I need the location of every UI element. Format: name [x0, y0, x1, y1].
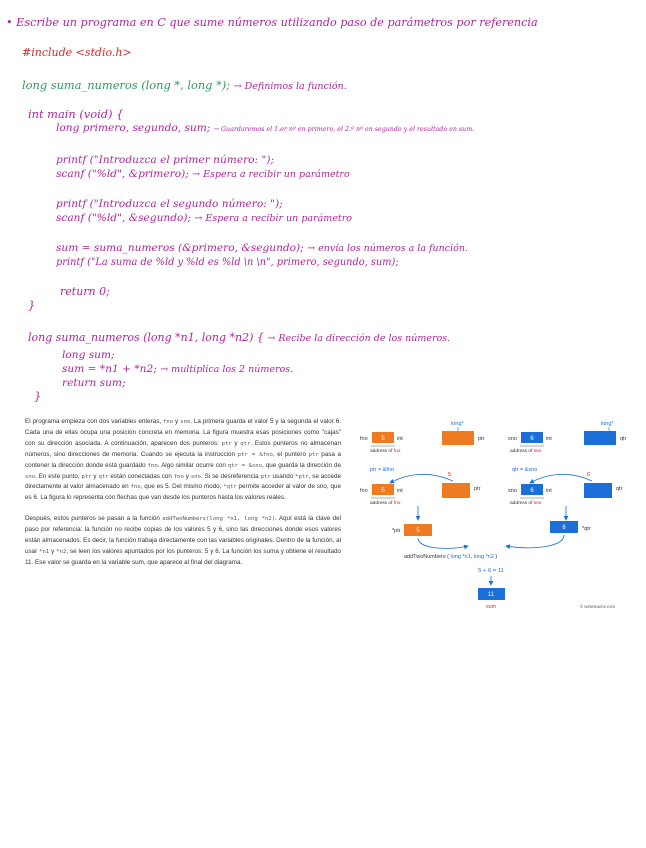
result-value: 11: [487, 592, 495, 598]
function-call-arg2: long *n2: [473, 554, 494, 560]
sum-equation: 5 + 6 = 11: [478, 568, 504, 574]
sno-address-prefix: address of: [510, 449, 534, 454]
function-sum-code: sum = *n1 + *n2;: [62, 363, 157, 375]
qtr-to-sno-arrow: [530, 474, 592, 483]
inline-code: *qtr: [223, 484, 237, 491]
int-right-label: int: [546, 436, 552, 442]
inline-code: sno: [180, 419, 191, 425]
scanf-second-comment: → Espera a recibir un parámetro: [194, 213, 352, 224]
deref-qtr-value: 6: [562, 525, 566, 531]
text-run: . En este punto,: [35, 472, 82, 480]
ptr-box-top: [442, 431, 474, 445]
sno-address-prefix-2: address of: [510, 501, 534, 506]
scanf-first-line: [56, 168, 350, 180]
inline-code: qtr = &sno: [227, 462, 263, 469]
credit-label: © w3resource.com: [580, 604, 615, 609]
inline-code: ptr: [308, 451, 319, 458]
inline-code: ptr: [81, 473, 92, 480]
result-name-label: sum: [486, 604, 496, 610]
sno-address-name: sno: [533, 449, 542, 454]
int-left-label: int: [397, 436, 403, 442]
return-zero: return 0;: [60, 285, 110, 298]
text-run: , se leen los valores apuntados por los punteros: 5 y 6. La función los suma y obtiene el resultado 11. Ese valor se guarda en la variable sum, que aparece al final del diagrama.: [25, 547, 342, 566]
inline-code: *ptr: [295, 473, 309, 480]
function-sum-comment: → multiplica los 2 números.: [160, 364, 294, 375]
function-call-sep: ,: [470, 554, 474, 560]
inline-code: sno: [25, 473, 36, 480]
sno-address-label-2: [510, 500, 542, 506]
fno-value-text: 5: [381, 436, 385, 442]
sno-name-label-2: sno: [508, 488, 517, 494]
text-run: están conectadas con: [108, 472, 174, 480]
fno-address-prefix: address of: [370, 449, 394, 454]
inline-code: *n2: [56, 548, 67, 555]
main-signature: int main (void) {: [28, 107, 124, 121]
inline-code: addTwoNumbers(long *n1, long *n2): [162, 516, 276, 523]
int-left-label-2: int: [397, 488, 403, 494]
function-call-prefix: addTwoNumbers (: [404, 554, 451, 560]
text-run: . Aquí está la clave del paso por referencia: la función no recibe copias de los valores 5 y 6, sino las direcciones donde esos valores están almacenados. Es decir, la función trabaja directamente con las variables originales. Dentro de la función, al usar: [25, 515, 341, 555]
sno-value-text: 6: [530, 436, 534, 442]
text-run: . Estos punteros no almacenan números, sino direcciones de memoria. Cuando se ejecuta la instrucción: [25, 439, 341, 458]
inline-code: fno: [147, 462, 158, 469]
text-run: , que es 5. Del mismo modo,: [140, 483, 224, 491]
function-call-arg1: long *n1: [450, 554, 471, 560]
text-run: permite acceder al valor de sno, que es 6. La figura lo representa con flechas que van desde los punteros hasta los valores reales.: [25, 483, 342, 502]
text-run: Después, estos punteros se pasan a la función: [25, 515, 163, 523]
function-call-suffix: ): [493, 554, 498, 560]
printf-result: printf ("La suma de %ld y %ld es %ld \n \n", primero, segundo, sum);: [56, 257, 399, 268]
text-run: , que guarda la dirección de: [262, 461, 341, 469]
text-run: El programa empieza con dos variables enteras,: [25, 418, 164, 425]
sno-address-name-2: sno: [533, 501, 542, 506]
declaration-code: long primero, segundo, sum;: [56, 122, 211, 134]
arrow-value-6: 6: [587, 472, 591, 478]
declaration-comment: → Guardaremos el 1.er nº en primero, el 2.º nº en segundo y el resultado en sum.: [213, 126, 475, 133]
long-ptr-right-label: long*: [601, 421, 614, 427]
text-run: . Algo similar ocurre con: [157, 461, 228, 469]
sum-call-line: [56, 242, 468, 254]
function-close-brace: }: [34, 389, 42, 403]
printf-second: printf ("Introduzca el segundo número: ");: [56, 198, 283, 210]
explanation-text: [25, 417, 341, 569]
deref-ptr-label: *ptr: [392, 528, 401, 534]
fno-address-name-2: fno: [393, 501, 401, 506]
ptr-to-function-curve: [418, 538, 468, 548]
inline-code: qtr: [98, 473, 109, 480]
qtr-to-function-curve: [506, 535, 564, 548]
text-run: y: [231, 439, 241, 447]
inline-code: ptr: [221, 440, 232, 447]
function-call-label: [404, 554, 497, 560]
text-run: , el puntero: [272, 450, 309, 458]
printf-first: printf ("Introduzca el primer número: ");: [56, 154, 275, 166]
include-line: #include <stdio.h>: [22, 46, 132, 59]
qtr-box-top: [584, 431, 616, 445]
fno-name-label: fno: [360, 436, 368, 442]
fno-name-label-2: fno: [360, 488, 368, 494]
prototype-line: [22, 78, 347, 92]
scanf-first-code: scanf ("%ld", &primero);: [56, 168, 189, 180]
inline-code: ptr = &fno: [237, 451, 273, 458]
scanf-second-code: scanf ("%ld", &segundo);: [56, 212, 192, 224]
pointer-diagram: [358, 418, 638, 618]
declaration-line: [56, 122, 474, 134]
function-signature-line: [28, 331, 450, 344]
inline-code: fno: [173, 473, 184, 480]
text-run: . La primera guarda el valor 5 y la segunda el valor 6. Cada una de ellas ocupa una posición concreta en memoria. La figura muestra esas posiciones como "cajas" con su dirección asociada. A continuación, aparecen dos punteros:: [25, 418, 341, 447]
main-close-brace: }: [28, 298, 36, 312]
inline-code: ptr: [260, 473, 271, 480]
qtr-box-2: [584, 483, 612, 498]
text-run: y: [91, 472, 99, 480]
fno-address-prefix-2: address of: [370, 501, 394, 506]
inline-code: fno: [163, 419, 174, 425]
scanf-first-comment: → Espera a recibir un parámetro: [192, 169, 350, 180]
function-comment: → Recibe la dirección de los números.: [267, 333, 451, 344]
function-signature: long suma_numeros (long *n1, long *n2) {: [28, 331, 264, 344]
text-run: usando: [270, 472, 296, 480]
qtr-assign-label: qtr = &sno: [512, 467, 538, 473]
int-right-label-2: int: [546, 488, 552, 494]
inline-code: qtr: [240, 440, 251, 447]
fno-value-text-2: 5: [381, 488, 385, 494]
fno-address-label-2: [370, 500, 401, 506]
text-run: , se accede directamente al valor almacenado en: [25, 472, 342, 491]
function-return: return sum;: [62, 377, 126, 389]
fno-address-name: fno: [393, 449, 401, 454]
sno-address-label: [510, 448, 542, 454]
text-run: . Si se desreferencia: [200, 472, 261, 480]
prototype-code: long suma_numeros (long *, long *);: [22, 78, 231, 92]
function-declaration: long sum;: [62, 349, 115, 361]
ptr-assign-label: ptr = &fno: [370, 467, 395, 473]
long-ptr-left-label: long*: [451, 421, 464, 427]
explanation-paragraph-2: [25, 514, 341, 569]
fno-address-label: [370, 448, 401, 454]
prototype-comment: → Definimos la función.: [233, 81, 347, 92]
text-run: y: [173, 418, 181, 425]
explanation-paragraph-1: [25, 417, 341, 504]
inline-code: fno: [130, 484, 141, 491]
notes-title: • Escribe un programa en C que sume números utilizando paso de parámetros por referencia: [6, 16, 538, 29]
ptr-box-2: [442, 483, 470, 498]
arrow-value-5: 5: [448, 472, 452, 478]
deref-ptr-value: 5: [416, 528, 420, 534]
text-run: y: [183, 472, 191, 480]
inline-code: *n1: [39, 548, 50, 555]
text-run: y: [49, 547, 57, 555]
sum-call-code: sum = suma_numeros (&primero, &segundo);: [56, 242, 304, 254]
inline-code: sno: [190, 473, 201, 480]
text-run: pasa a contener la dirección donde está guardado: [25, 450, 342, 469]
scanf-second-line: [56, 212, 352, 224]
ptr-label-2: ptr: [474, 486, 481, 492]
deref-qtr-label: *qtr: [582, 526, 591, 532]
sum-call-comment: → envía los números a la función.: [307, 243, 469, 254]
ptr-to-fno-arrow: [390, 474, 453, 483]
sno-name-label: sno: [508, 436, 517, 442]
sno-value-text-2: 6: [530, 488, 534, 494]
function-sum-line: [62, 363, 293, 375]
ptr-label-top: ptr: [478, 436, 485, 442]
qtr-label-2: qtr: [616, 486, 623, 492]
qtr-label-top: qtr: [620, 436, 627, 442]
